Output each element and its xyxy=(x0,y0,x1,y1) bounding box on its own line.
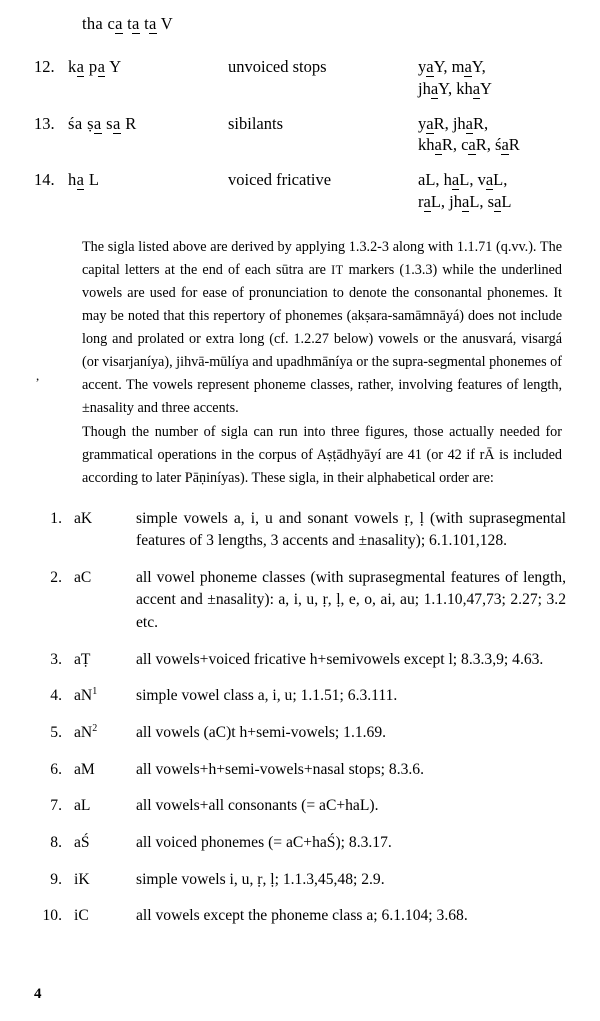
item-number: 4. xyxy=(50,687,62,705)
sutra-sigla: ha L xyxy=(68,170,100,190)
sutra-number: 12. xyxy=(34,57,55,76)
item-sigla-base: aN xyxy=(74,724,93,742)
sutra-number: 13. xyxy=(34,113,55,133)
item-number: 7. xyxy=(50,797,62,815)
item-sigla: aṬ xyxy=(74,650,91,668)
sigla-definition-list xyxy=(34,508,566,942)
item-sigla-superscript: 2 xyxy=(92,723,98,735)
item-sigla: aL xyxy=(74,797,91,815)
item-text: simple vowels i, u, ṛ, ḷ; 1.1.3,45,48; 2.9. xyxy=(136,870,385,888)
list-item xyxy=(34,685,566,722)
item-sigla: iK xyxy=(74,870,90,888)
item-number: 3. xyxy=(50,650,62,668)
item-sigla xyxy=(66,685,136,722)
list-item xyxy=(34,832,566,869)
list-item xyxy=(34,567,566,649)
item-text: all vowels+voiced fricative h+semivowels except l; 8.3.3,9; 4.63. xyxy=(136,650,544,668)
sutra-description: unvoiced stops xyxy=(228,57,327,76)
sutra-examples: yaY, maY, jhaY, khaY xyxy=(418,57,492,98)
item-sigla-base: aN xyxy=(74,687,93,705)
item-number: 8. xyxy=(50,834,62,852)
item-text: simple vowels a, i, u and sonant vowels ṛ, ḷ (with suprasegmental features of 3 lengths, 3 accents and ±nasality); 6.1.101,128. xyxy=(136,509,566,550)
item-sigla: aŚ xyxy=(74,834,90,852)
sutra-sigla: ka pa Y xyxy=(68,57,122,76)
item-text: all vowels+all consonants (= aC+haL). xyxy=(136,797,379,815)
item-number: 1. xyxy=(50,509,62,527)
list-item xyxy=(34,759,566,796)
list-item xyxy=(34,869,566,906)
table-row xyxy=(34,113,566,170)
item-text: simple vowel class a, i, u; 1.1.51; 6.3.111. xyxy=(136,687,398,705)
item-sigla xyxy=(66,722,136,759)
list-item xyxy=(34,905,566,942)
explanatory-prose xyxy=(82,236,562,490)
page-number: 4 xyxy=(34,986,42,1002)
prose-paragraph-2: Though the number of sigla can run into three figures, those actually needed for grammatical operations in the corpus of Aṣṭādhyāyí are 41 (or 42 if rĀ is included according to later Pāṇiníyas). These sigla, in their alphabetical order are: xyxy=(82,423,562,486)
sutra-table xyxy=(34,56,566,226)
item-number: 10. xyxy=(42,907,62,925)
table-row xyxy=(34,169,566,226)
sutra-description: voiced fricative xyxy=(228,170,332,190)
item-text: all vowels+h+semi-vowels+nasal stops; 8.3.6. xyxy=(136,760,424,778)
item-sigla: aC xyxy=(74,568,92,586)
sutra-examples: aL, haL, vaL, raL, jhaL, saL xyxy=(418,170,512,211)
item-text: all vowels except the phoneme class a; 6.1.104; 3.68. xyxy=(136,907,468,925)
top-line-text-a: tha ca ta ta V xyxy=(82,14,173,33)
prose-part-a: The sigla listed above are derived by applying 1.3.2-3 along with 1.1.71 (q.vv.). The capital letters at the end of each sūtra are xyxy=(82,238,562,278)
item-sigla: aM xyxy=(74,760,95,778)
item-sigla: iC xyxy=(74,907,89,925)
list-item xyxy=(34,508,566,567)
table-row xyxy=(34,56,566,113)
it-marker-term: IT xyxy=(331,262,344,277)
sutra-examples: yaR, jhaR, khaR, caR, śaR xyxy=(418,113,520,155)
sutra-sigla: śa ṣa sa R xyxy=(68,113,137,133)
item-sigla: aK xyxy=(74,509,93,527)
prose-paragraph-1 xyxy=(82,236,562,420)
item-number: 6. xyxy=(50,760,62,778)
list-item xyxy=(34,795,566,832)
item-number: 9. xyxy=(50,870,62,888)
sutra-number: 14. xyxy=(34,170,55,190)
item-sigla-superscript: 1 xyxy=(92,686,98,698)
item-number: 5. xyxy=(50,724,62,742)
sutra-description: sibilants xyxy=(228,113,284,133)
top-partial-line xyxy=(82,14,566,34)
list-item xyxy=(34,722,566,759)
stray-mark: , xyxy=(36,368,40,383)
item-text: all vowels (aC)t h+semi-vowels; 1.1.69. xyxy=(136,724,387,742)
item-text: all voiced phonemes (= aC+haŚ); 8.3.17. xyxy=(136,834,392,852)
item-number: 2. xyxy=(50,568,62,586)
list-item xyxy=(34,649,566,686)
item-text: all vowel phoneme classes (with suprasegmental features of length, accent and ±nasality): a, i, u, ṛ, ḷ, e, o, ai, au; 1.1.10,47,73; 2.27; 3.2 etc. xyxy=(136,568,566,632)
prose-part-b: markers (1.3.3) while the underlined vowels are used for ease of pronunciation to denote the consonantal phonemes. It may be noted that this repertory of phonemes (akṣara-samāmnāyá) does not include long and prolated or extra long (cf. 1.2.27 below) vowels or the anusvará, visargá (or visarjaníya), jihvā-mūlíya and upadhmāníya or the supra-segmental phonemes of accent. The vowels represent phoneme classes, rather, involving features of length, ±nasality and three accents. xyxy=(82,261,563,416)
